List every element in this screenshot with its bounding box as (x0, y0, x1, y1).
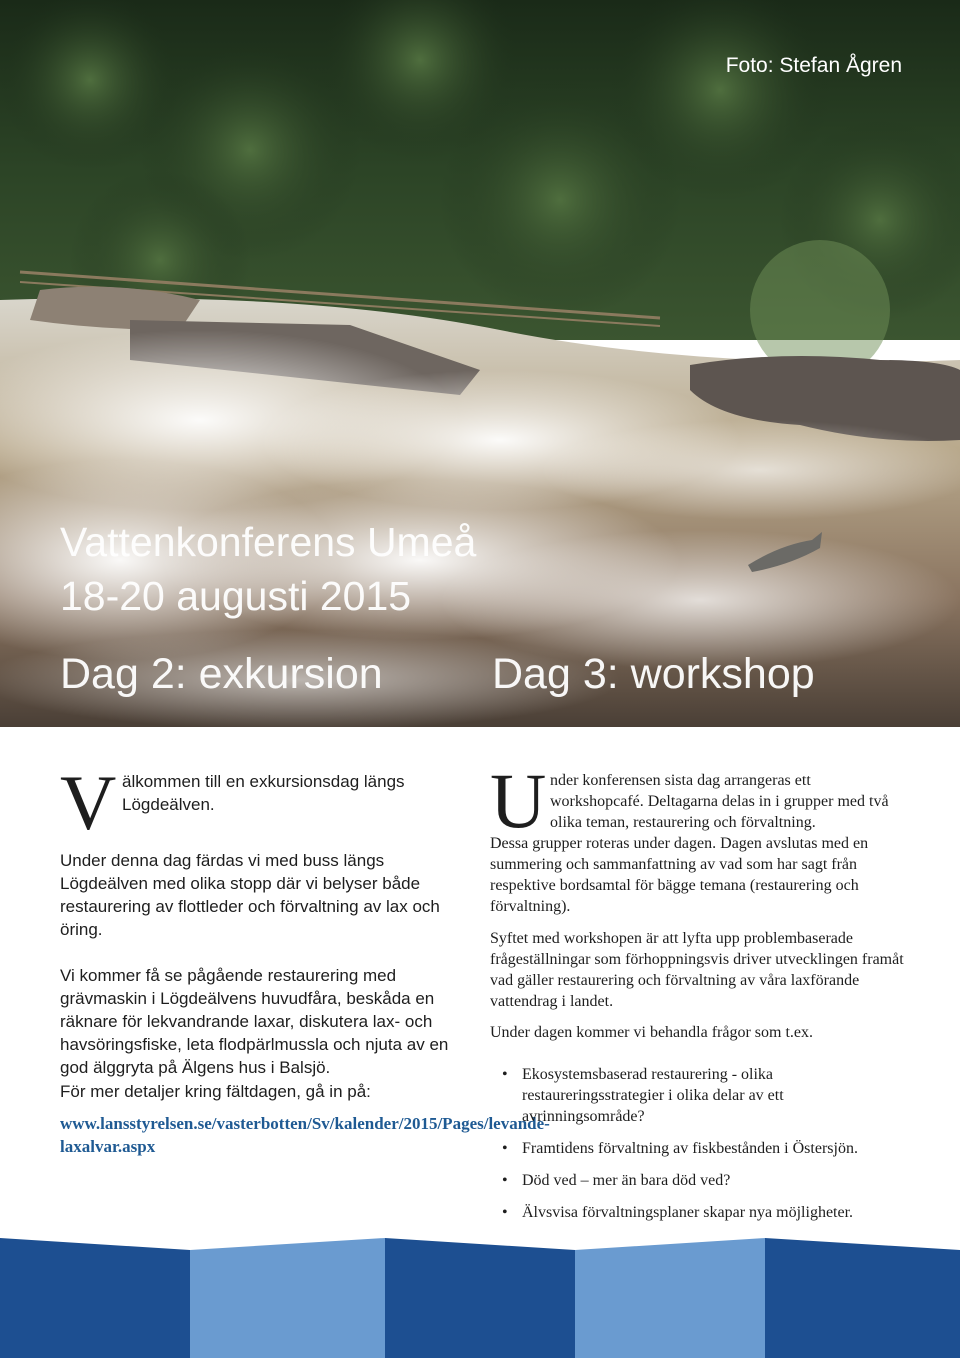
workshop-paragraph-3: Under dagen kommer vi behandla frågor som t.ex. (490, 1024, 814, 1041)
dropcap-u: U (490, 757, 547, 844)
bullet-icon: • (502, 1172, 508, 1189)
list-item (490, 1170, 910, 1191)
conference-dates: 18-20 augusti 2015 (60, 573, 412, 619)
topic-text: Ekosystemsbaserad restaurering - olika restaureringsstrategier i olika delar av ett avrinningsområde? (522, 1066, 784, 1125)
footer-bands (0, 1222, 960, 1358)
bullet-icon: • (502, 1140, 508, 1157)
topic-text: Framtidens förvaltning av fiskbestånden i Östersjön. (522, 1140, 858, 1157)
workshop-intro: nder konferensen sista dag arrangeras ett workshopcafé. Deltagarna delas in i grupper med två olika teman, restaurering och förvaltning. (550, 772, 889, 831)
decorative-bands (0, 1222, 960, 1358)
photo-credit: Foto: Stefan Ågren (725, 54, 902, 77)
intro-line-1: älkommen till en exkursionsdag längs (122, 772, 405, 791)
workshop-paragraph-1: Dessa grupper roteras under dagen. Dagen avslutas med en summering och sammanfattning av vad som har sagt från respektive bordsamtal för bägge temana (restaurering och förvaltning). (490, 835, 869, 915)
day2-heading: Dag 2: exkursion (60, 650, 383, 698)
excursion-paragraph-1: Under denna dag färdas vi med buss längs Lögdeälven med olika stopp där vi belyser både restaurering av flottleder och förvaltning av lax och öring. (60, 851, 440, 939)
conference-title: Vattenkonferens Umeå (60, 519, 477, 565)
workshop-paragraph-2: Syftet med workshopen är att lyfta upp problembaserade frågeställningar som förhoppningsvis driver utvecklingen framåt vad gäller restaurering och förvaltning av våra laxförande vattendrag i landet. (490, 930, 904, 1010)
dropcap-v: V (60, 759, 117, 846)
excursion-paragraph-3: För mer detaljer kring fältdagen, gå in på: (60, 1082, 371, 1101)
list-item (490, 1064, 910, 1127)
day3-heading: Dag 3: workshop (492, 650, 815, 698)
workshop-topics-list (490, 1064, 910, 1234)
excursion-paragraph-2: Vi kommer få se pågående restaurering med grävmaskin i Lögdeälvens huvudfåra, beskåda en räknare för lekvandrande laxar, diskutera lax- och havsöringsfiske, leta flodpärlmussla och njuta av en god älggryta på Älgens hus i Balsjö. (60, 966, 449, 1077)
excursion-link[interactable]: www.lansstyrelsen.se/vasterbotten/Sv/kalender/2015/Pages/levande-laxalvar.aspx (60, 1114, 550, 1156)
topic-text: Död ved – mer än bara död ved? (522, 1172, 731, 1189)
list-item (490, 1202, 910, 1223)
topic-text: Älvsvisa förvaltningsplaner skapar nya möjligheter. (522, 1204, 854, 1221)
list-item (490, 1138, 910, 1159)
intro-line-2: Lögdeälven. (122, 795, 215, 814)
bullet-icon: • (502, 1066, 508, 1083)
excursion-intro (122, 770, 470, 816)
bullet-icon: • (502, 1204, 508, 1221)
